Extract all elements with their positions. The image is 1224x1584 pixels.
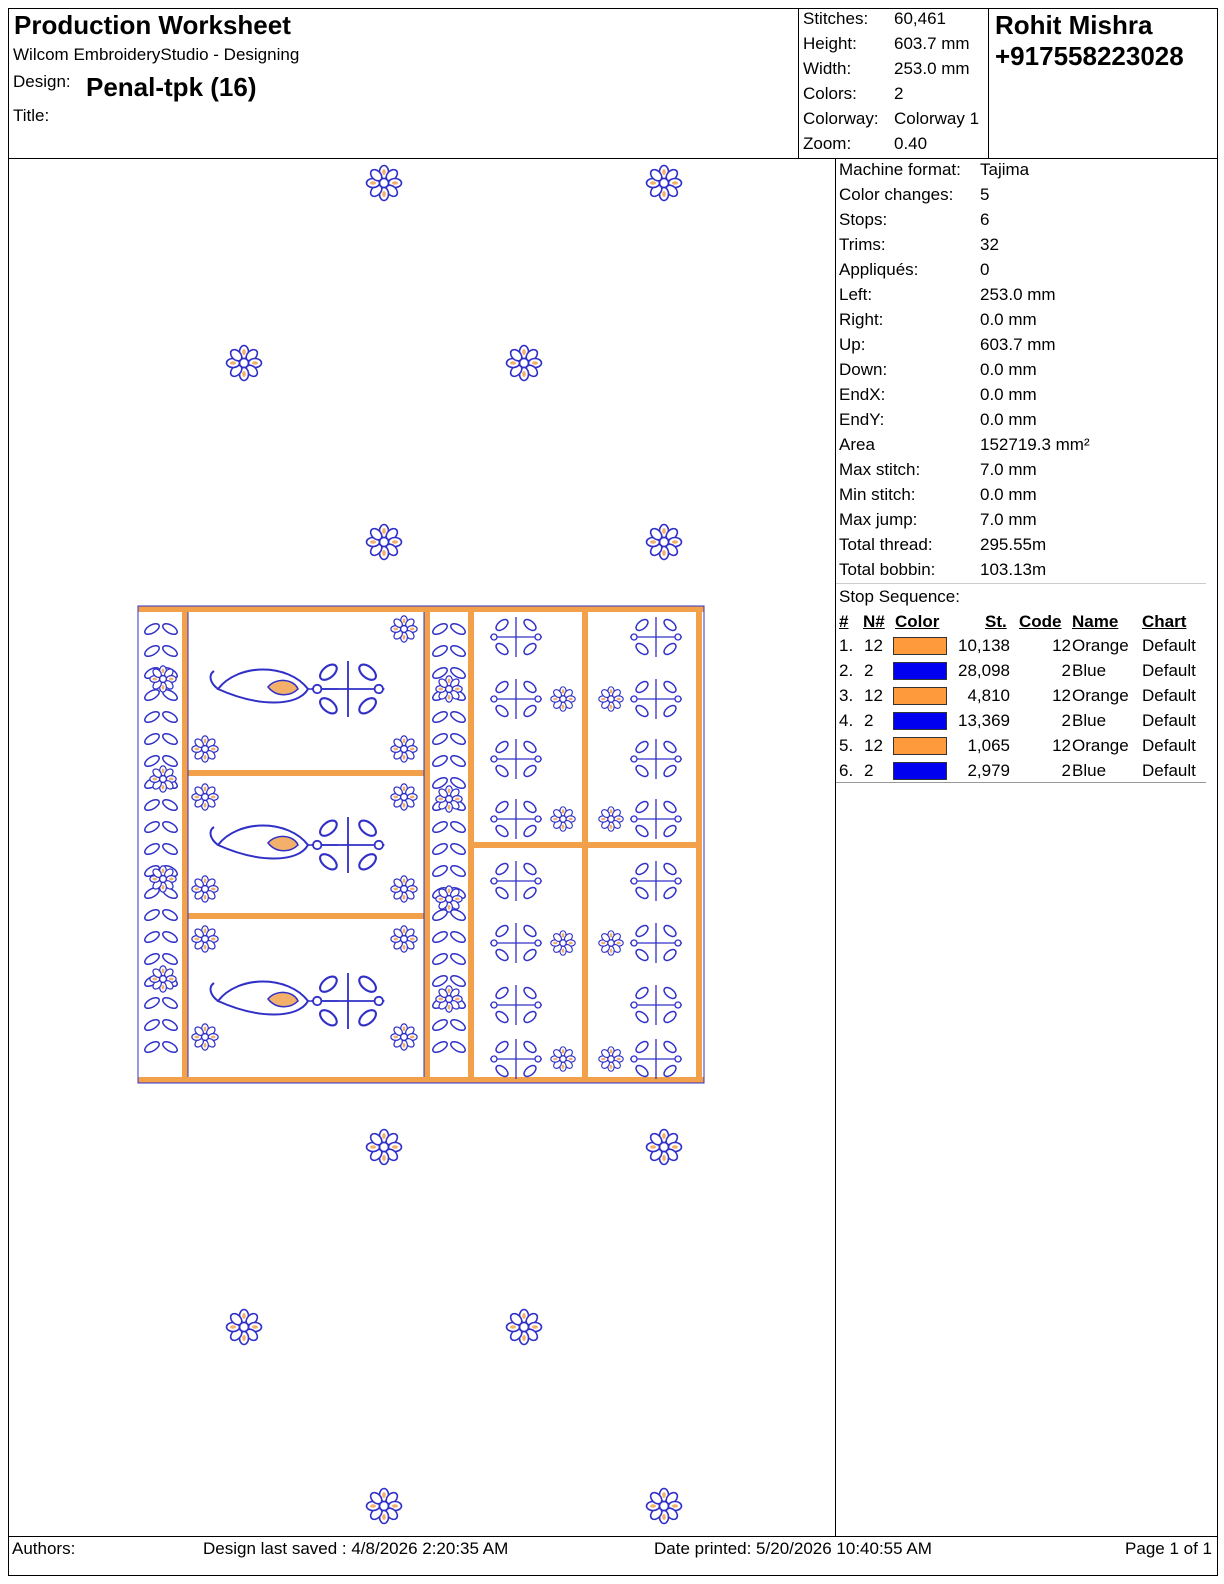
flower-motif	[391, 784, 417, 810]
flower-motif	[551, 687, 576, 712]
page-title: Production Worksheet	[14, 10, 291, 40]
header-name: Name	[1072, 612, 1119, 631]
flower-motif	[192, 926, 218, 952]
seq-num: 2.	[839, 661, 854, 680]
seq-chart: Default	[1142, 686, 1196, 705]
sprig-motif	[630, 1039, 682, 1079]
summary-row	[803, 59, 988, 83]
stat-label: Machine format:	[839, 160, 961, 179]
seq-chart: Default	[1142, 711, 1196, 730]
stat-value: 0.0 mm	[980, 385, 1037, 404]
software-subtitle: Wilcom EmbroideryStudio - Designing	[13, 45, 300, 64]
flower-motif	[436, 676, 462, 702]
owner-name: Rohit Mishra	[995, 10, 1153, 40]
stat-label: Stops:	[839, 210, 888, 229]
summary-row	[803, 134, 988, 158]
summary-label: Zoom:	[803, 134, 852, 153]
flower-motif	[150, 766, 176, 792]
sprig-motif	[312, 817, 385, 873]
seq-needle: 2	[864, 661, 874, 680]
header-code: Code	[1019, 612, 1062, 631]
flower-motif	[507, 346, 542, 381]
sprig-motif	[490, 617, 542, 657]
flower-motif	[599, 931, 624, 956]
flower-motif	[227, 346, 262, 381]
stat-label: Up:	[839, 335, 866, 354]
color-swatch	[893, 712, 947, 730]
sprig-motif	[490, 985, 542, 1025]
flower-motif	[391, 616, 417, 642]
sprig-motif	[630, 679, 682, 719]
summary-row	[803, 34, 988, 58]
seq-needle: 12	[864, 686, 883, 705]
summary-label: Height:	[803, 34, 857, 53]
sprig-motif	[630, 617, 682, 657]
seq-code: 12	[1052, 636, 1071, 655]
stat-value: 152719.3 mm²	[980, 435, 1090, 454]
stat-value: 253.0 mm	[980, 285, 1056, 304]
seq-name: Blue	[1072, 711, 1107, 730]
page-number: Page 1 of 1	[1125, 1539, 1212, 1558]
summary-row	[803, 109, 988, 133]
seq-needle: 12	[864, 636, 883, 655]
owner-contact	[995, 10, 1184, 72]
header-info	[8, 8, 799, 158]
seq-needle: 2	[864, 711, 874, 730]
stat-value: 0.0 mm	[980, 310, 1037, 329]
seq-code: 2	[1061, 661, 1071, 680]
stat-value: 603.7 mm	[980, 335, 1056, 354]
design-name: Penal-tpk (16)	[86, 72, 257, 102]
seq-stitches: 10,138	[958, 636, 1010, 655]
seq-num: 1.	[839, 636, 854, 655]
flower-motif	[391, 1024, 417, 1050]
stat-value: 7.0 mm	[980, 460, 1037, 479]
sprig-motif	[630, 923, 682, 963]
seq-code: 2	[1061, 761, 1071, 780]
stat-label: Left:	[839, 285, 873, 304]
sprig-motif	[630, 739, 682, 779]
seq-name: Blue	[1072, 761, 1107, 780]
embroidery-preview-svg	[8, 159, 835, 1536]
flower-motif	[391, 736, 417, 762]
sprig-motif	[490, 739, 542, 779]
flower-motif	[551, 931, 576, 956]
summary-panel	[798, 8, 989, 158]
flower-motif	[150, 666, 176, 692]
flower-motif	[551, 1047, 576, 1072]
flower-motif	[150, 966, 176, 992]
summary-value: 603.7 mm	[894, 34, 970, 53]
flower-motif	[227, 1310, 262, 1345]
seq-needle: 12	[864, 736, 883, 755]
flower-motif	[367, 1130, 402, 1165]
summary-row	[803, 84, 988, 108]
color-swatch	[893, 737, 947, 755]
seq-name: Orange	[1072, 686, 1129, 705]
flower-motif	[192, 736, 218, 762]
seq-stitches: 4,810	[967, 686, 1010, 705]
flower-motif	[507, 1310, 542, 1345]
header-num: #	[839, 612, 849, 631]
flower-motif	[599, 807, 624, 832]
seq-stitches: 1,065	[967, 736, 1010, 755]
seq-name: Orange	[1072, 736, 1129, 755]
stat-label: Color changes:	[839, 185, 954, 204]
summary-value: 253.0 mm	[894, 59, 970, 78]
seq-stitches: 2,979	[967, 761, 1010, 780]
color-swatch	[893, 637, 947, 655]
stat-value: 0.0 mm	[980, 410, 1037, 429]
flower-motif	[192, 784, 218, 810]
summary-label: Stitches:	[803, 9, 869, 28]
seq-num: 3.	[839, 686, 854, 705]
stat-label: Right:	[839, 310, 884, 329]
design-preview	[8, 159, 836, 1536]
stat-label: Max jump:	[839, 510, 918, 529]
stat-value: 32	[980, 235, 999, 254]
flower-motif	[367, 525, 402, 560]
flower-motif	[391, 926, 417, 952]
sprig-motif	[312, 973, 385, 1029]
seq-chart: Default	[1142, 761, 1196, 780]
stat-value: 295.55m	[980, 535, 1047, 554]
header-stitches: St.	[985, 612, 1007, 631]
seq-num: 4.	[839, 711, 854, 730]
header-needle: N#	[863, 612, 885, 631]
seq-num: 6.	[839, 761, 854, 780]
flower-motif	[391, 876, 417, 902]
title-label: Title:	[13, 106, 50, 125]
seq-chart: Default	[1142, 661, 1196, 680]
header-chart: Chart	[1142, 612, 1187, 631]
flower-motif	[647, 166, 682, 201]
seq-stitches: 28,098	[958, 661, 1010, 680]
stat-label: Appliqués:	[839, 260, 919, 279]
seq-code: 12	[1052, 686, 1071, 705]
design-label: Design:	[13, 72, 71, 91]
flower-motif	[192, 1024, 218, 1050]
flower-motif	[436, 886, 462, 912]
stat-label: Max stitch:	[839, 460, 921, 479]
stat-value: 5	[980, 185, 990, 204]
seq-needle: 2	[864, 761, 874, 780]
stat-label: Trims:	[839, 235, 886, 254]
flower-motif	[647, 525, 682, 560]
flower-motif	[599, 1047, 624, 1072]
summary-label: Colors:	[803, 84, 857, 103]
stop-sequence-title: Stop Sequence:	[839, 587, 960, 606]
summary-label: Colorway:	[803, 109, 879, 128]
stat-label: Total thread:	[839, 535, 933, 554]
worksheet-footer	[8, 1536, 1218, 1576]
stat-value: 0.0 mm	[980, 485, 1037, 504]
summary-value: 60,461	[894, 9, 946, 28]
stat-label: Area	[839, 435, 875, 454]
seq-stitches: 13,369	[958, 711, 1010, 730]
seq-name: Orange	[1072, 636, 1129, 655]
sprig-motif	[490, 1039, 542, 1079]
stat-label: Down:	[839, 360, 888, 379]
flower-motif	[367, 166, 402, 201]
seq-num: 5.	[839, 736, 854, 755]
authors-label: Authors:	[12, 1539, 76, 1558]
seq-code: 2	[1061, 711, 1071, 730]
seq-chart: Default	[1142, 636, 1196, 655]
color-swatch	[893, 662, 947, 680]
sprig-motif	[490, 861, 542, 901]
last-saved: Design last saved : 4/8/2026 2:20:35 AM	[203, 1539, 509, 1558]
stat-value: 7.0 mm	[980, 510, 1037, 529]
date-printed: Date printed: 5/20/2026 10:40:55 AM	[654, 1539, 932, 1558]
stop-sequence-table	[836, 583, 1206, 783]
worksheet-header	[8, 8, 1218, 159]
stat-label: EndY:	[839, 410, 885, 429]
sprig-motif	[490, 923, 542, 963]
main-panel	[138, 606, 704, 1083]
stat-label: Min stitch:	[839, 485, 916, 504]
sprig-motif	[312, 661, 385, 717]
flower-motif	[647, 1489, 682, 1524]
sprig-motif	[490, 799, 542, 839]
stat-value: 0.0 mm	[980, 360, 1037, 379]
flower-motif	[647, 1130, 682, 1165]
flower-motif	[436, 986, 462, 1012]
sprig-motif	[490, 679, 542, 719]
stat-value: 103.13m	[980, 560, 1047, 579]
flower-motif	[367, 1489, 402, 1524]
sprig-motif	[630, 985, 682, 1025]
stat-value: 6	[980, 210, 990, 229]
summary-value: Colorway 1	[894, 109, 980, 128]
stat-value: Tajima	[980, 160, 1030, 179]
sprig-motif	[630, 799, 682, 839]
sprig-motif	[630, 861, 682, 901]
color-swatch	[893, 762, 947, 780]
flower-motif	[551, 807, 576, 832]
owner-panel	[989, 8, 1217, 158]
stat-label: Total bobbin:	[839, 560, 936, 579]
flower-motif	[436, 786, 462, 812]
summary-value: 0.40	[894, 134, 928, 153]
header-color: Color	[895, 612, 940, 631]
stat-value: 0	[980, 260, 990, 279]
seq-code: 12	[1052, 736, 1071, 755]
color-swatch	[893, 687, 947, 705]
flower-motif	[150, 866, 176, 892]
flower-motif	[599, 687, 624, 712]
seq-chart: Default	[1142, 736, 1196, 755]
owner-phone: +917558223028	[995, 41, 1184, 71]
seq-name: Blue	[1072, 661, 1107, 680]
stat-label: EndX:	[839, 385, 886, 404]
summary-value: 2	[894, 84, 904, 103]
flower-motif	[192, 876, 218, 902]
summary-label: Width:	[803, 59, 852, 78]
summary-row	[803, 9, 988, 33]
